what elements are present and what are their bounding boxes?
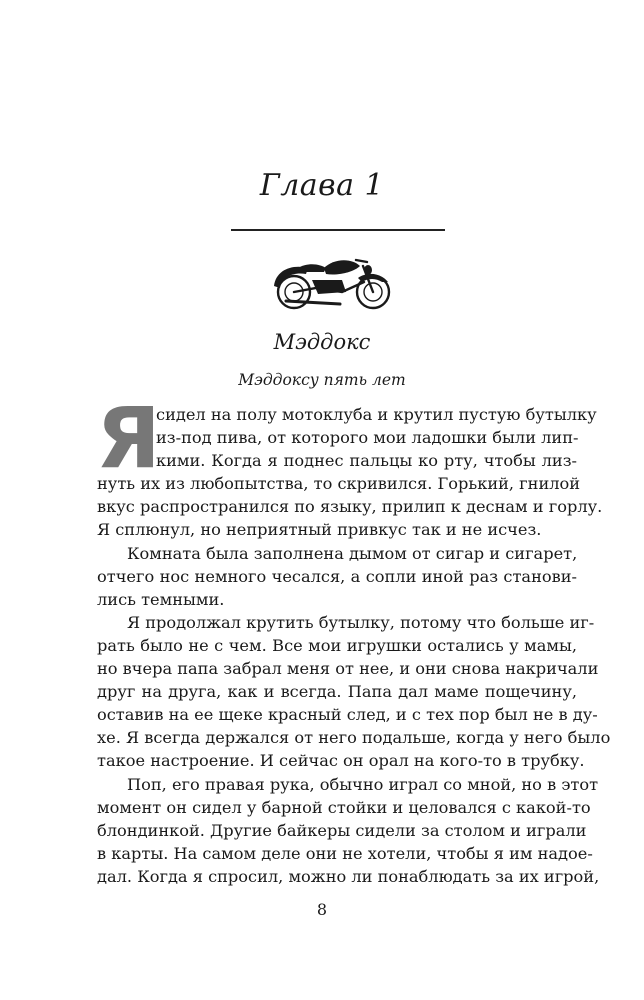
text-line: Я продолжал крутить бутылку, потому что больше иг- xyxy=(127,613,595,632)
text-line: вкус распространился по языку, прилип к деснам и горлу. xyxy=(97,497,603,516)
pov-name: Мэддокс xyxy=(273,330,371,354)
text-line: Поп, его правая рука, обычно играл со мной, но в этот xyxy=(127,775,599,794)
text-line: нуть их из любопытства, то скривился. Горький, гнилой xyxy=(97,474,581,493)
motorcycle-icon xyxy=(268,246,396,316)
text-line: друг на друга, как и всегда. Папа дал маме пощечину, xyxy=(97,682,577,701)
text-line: кими. Когда я поднес пальцы ко рту, чтобы лиз- xyxy=(156,451,577,470)
text-line: сидел на полу мотоклуба и крутил пустую бутылку xyxy=(156,405,597,424)
text-line: из-под пива, от которого мои ладошки были лип- xyxy=(156,428,579,447)
text-line: но вчера папа забрал меня от нее, и они снова накричали xyxy=(97,659,599,678)
text-line: такое настроение. И сейчас он орал на кого-то в трубку. xyxy=(97,751,585,770)
text-line: отчего нос немного чесался, а сопли иной раз станови- xyxy=(97,567,577,586)
text-line: в карты. На самом деле они не хотели, чтобы я им надое- xyxy=(97,844,593,863)
drop-cap: Я xyxy=(96,389,161,487)
page-number: 8 xyxy=(316,900,328,919)
text-line: блондинкой. Другие байкеры сидели за столом и играли xyxy=(97,821,587,840)
text-line: момент он сидел у барной стойки и целовался с какой-то xyxy=(97,798,591,817)
text-line: оставив на ее щеке красный след, и с тех пор был не в ду- xyxy=(97,705,598,724)
title-rule xyxy=(231,229,445,231)
text-line: лись темными. xyxy=(97,590,225,609)
text-line: дал. Когда я спросил, можно ли понаблюдать за их игрой, xyxy=(97,867,600,886)
chapter-subtitle: Мэддоксу пять лет xyxy=(238,371,406,389)
text-line: хе. Я всегда держался от него подальше, когда у него было xyxy=(97,728,611,747)
text-line: рать было не с чем. Все мои игрушки остались у мамы, xyxy=(97,636,577,655)
text-line: Я сплюнул, но неприятный привкус так и не исчез. xyxy=(97,520,542,539)
text-line: Комната была заполнена дымом от сигар и сигарет, xyxy=(127,544,578,563)
chapter-title: Глава 1 xyxy=(259,168,385,203)
